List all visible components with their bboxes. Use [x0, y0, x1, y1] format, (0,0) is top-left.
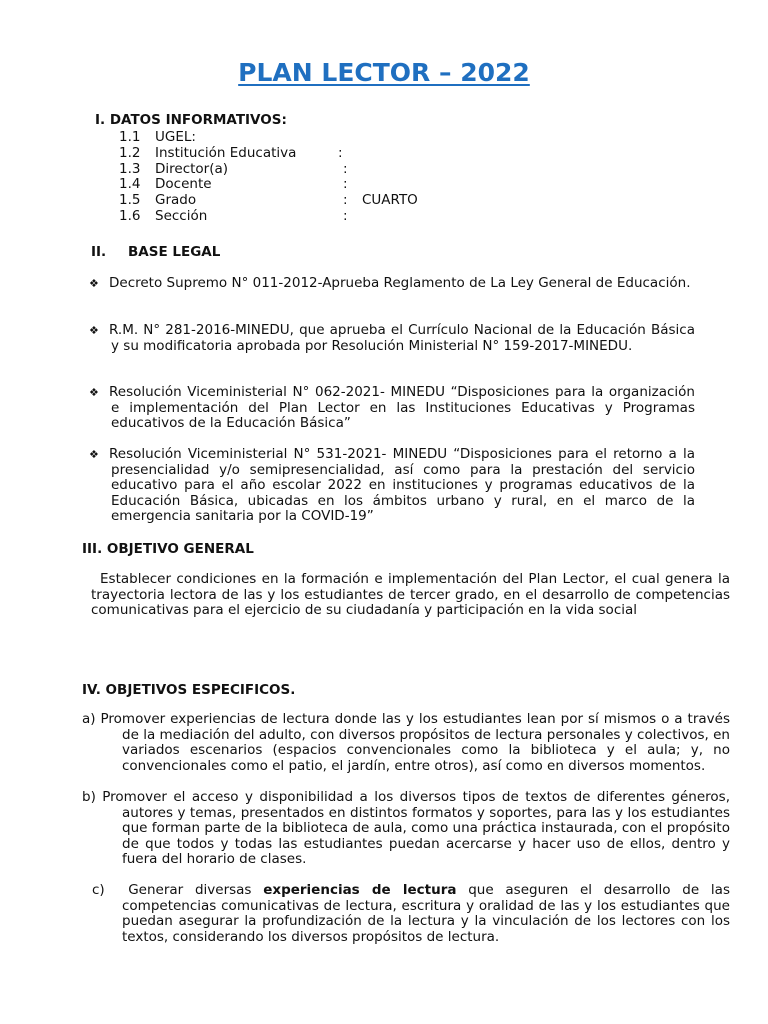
datos-row-colon: : — [343, 176, 348, 193]
base-legal-item — [89, 385, 695, 432]
datos-row-label: UGEL: — [155, 129, 196, 145]
page-title: PLAN LECTOR – 2022 — [238, 58, 530, 87]
item-marker: a) — [82, 711, 96, 727]
datos-row-label: Grado — [155, 192, 197, 209]
objetivo-especifico-c — [92, 883, 730, 945]
section-3-heading: III. OBJETIVO GENERAL — [82, 541, 254, 557]
datos-row — [119, 162, 519, 178]
diamond-bullet-icon: ❖ — [89, 448, 99, 461]
section-2-heading: BASE LEGAL — [128, 244, 221, 260]
objetivo-general-text: Establecer condiciones en la formación e implementación del Plan Lector, el cual genera la trayectoria lectora de las y los estudiantes de tercer grado, en el desarrollo de competencias comunicativas para el ejercicio de su ciudadanía y participación en la vida social — [91, 571, 730, 619]
item-marker: c) — [92, 882, 105, 898]
datos-row — [119, 209, 519, 225]
section-2-number: II. — [91, 244, 107, 260]
item-marker: b) — [82, 789, 96, 805]
datos-row-colon: : — [343, 160, 348, 177]
section-1-heading: I. DATOS INFORMATIVOS: — [95, 112, 287, 128]
datos-row-number: 1.2 — [119, 144, 141, 161]
datos-row — [119, 146, 519, 162]
datos-row-number: 1.4 — [119, 176, 141, 193]
objetivo-especifico-a — [82, 712, 730, 774]
datos-row — [119, 193, 519, 209]
base-legal-text: Decreto Supremo N° 011-2012-Aprueba Reglamento de La Ley General de Educación. — [109, 275, 691, 291]
base-legal-text: R.M. N° 281-2016-MINEDU, que aprueba el Currículo Nacional de la Educación Básica y su modificatoria aprobada por Resolución Ministerial N° 159-2017-MINEDU. — [109, 322, 695, 354]
item-text: Promover el acceso y disponibilidad a los diversos tipos de textos de diferentes géneros, autores y temas, presentados en distintos formatos y soportes, para las y los estudiantes que forman parte de la biblioteca de aula, como una práctica instaurada, con el propósito de que todos y todas las estudiantes puedan acercarse y hacer uso de ellos, dentro y fuera del horario de clases. — [102, 789, 730, 868]
base-legal-item — [89, 276, 695, 292]
item-pre: Generar diversas — [128, 882, 264, 898]
datos-row — [119, 130, 519, 146]
datos-row-number: 1.3 — [119, 160, 141, 177]
datos-row-value: CUARTO — [362, 192, 418, 209]
base-legal-item — [89, 323, 695, 354]
diamond-bullet-icon: ❖ — [89, 324, 99, 337]
item-bold: experiencias de lectura — [263, 882, 457, 898]
datos-row-label: Institución Educativa — [155, 144, 297, 161]
datos-row-number: 1.1 — [119, 129, 141, 145]
datos-row-colon: : — [338, 144, 343, 161]
datos-row-colon: : — [343, 192, 348, 209]
datos-row-label: Sección — [155, 208, 208, 224]
datos-row-colon: : — [343, 208, 348, 224]
datos-row-number: 1.6 — [119, 208, 141, 224]
diamond-bullet-icon: ❖ — [89, 386, 99, 399]
base-legal-text: Resolución Viceministerial N° 062-2021- MINEDU “Disposiciones para la organización e implementación del Plan Lector en las Instituciones Educativas y Programas educativos de la Educación Básica” — [109, 384, 695, 432]
datos-row-label: Director(a) — [155, 160, 229, 177]
objetivo-especifico-b — [82, 790, 730, 868]
datos-row-number: 1.5 — [119, 192, 141, 209]
item-text: Promover experiencias de lectura donde las y los estudiantes lean por sí mismos o a través de la mediación del adulto, con diversos propósitos de lectura personales y colectivos, en variados escenarios (espacios convencionales como la biblioteca y el aula; y, no convencionales como el patio, el jardín, entre otros), así como en diversos momentos. — [100, 711, 730, 774]
section-4-heading: IV. OBJETIVOS ESPECIFICOS. — [82, 682, 296, 698]
diamond-bullet-icon: ❖ — [89, 277, 99, 290]
item-text: que aseguren el desarrollo de las competencias comunicativas de lectura, escritura y oralidad de las y los estudiantes que puedan asegurar la profundización de la lectura y la vinculación de los lectores con los textos, considerando los diversos propósitos de lectura. — [122, 882, 730, 945]
base-legal-text: Resolución Viceministerial N° 531-2021- MINEDU “Disposiciones para el retorno a la presencialidad y/o semipresencialidad, así como para la prestación del servicio educativo para el año escolar 2022 en instituciones y programas educativos de la Educación Básica, ubicadas en los ámbitos urbano y rural, en el marco de la emergencia sanitaria por la COVID-19” — [109, 446, 695, 525]
datos-row-label: Docente — [155, 176, 212, 193]
datos-row — [119, 177, 519, 193]
base-legal-item — [89, 447, 695, 525]
